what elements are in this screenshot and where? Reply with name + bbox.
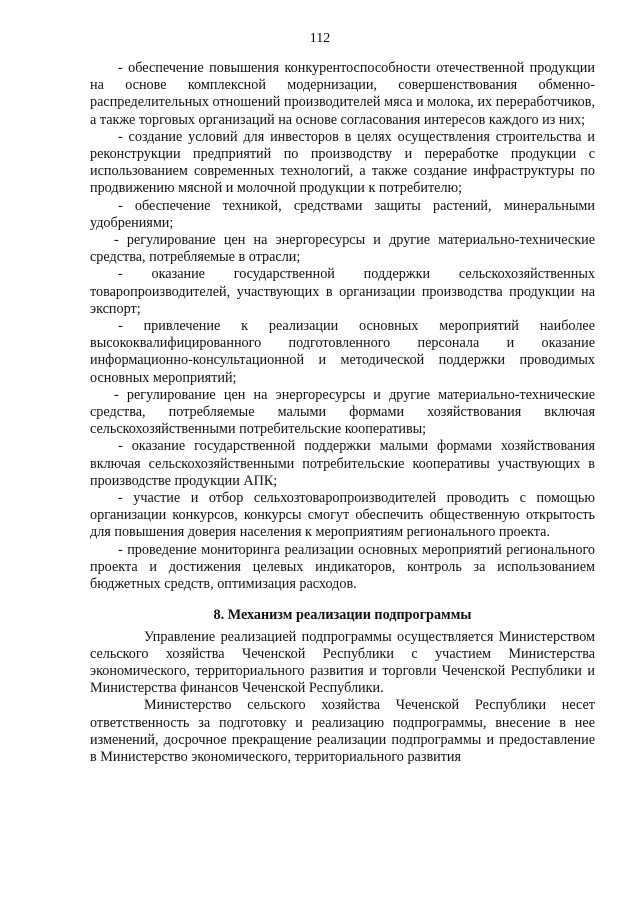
list-item: - оказание государственной поддержки сельскохозяйственных товаропроизводителей, участвующих в организации производства продукции на экспорт;: [90, 266, 595, 317]
list-item: - регулирование цен на энергоресурсы и другие материально-технические средства, потребляемые малыми формами хозяйствования включая сельскохозяйственными потребительские кооперативы;: [90, 386, 595, 438]
list-item: - обеспечение техникой, средствами защиты растений, минеральными удобрениями;: [90, 197, 595, 231]
page-number: 112: [309, 31, 331, 46]
page-content: [90, 60, 595, 766]
section-heading: 8. Механизм реализации подпрограммы: [213, 607, 472, 624]
list-item: - создание условий для инвесторов в целях осуществления строительства и реконструкции предприятий по производству и переработке продукции с использованием современных технологий, а также создание инфраструктуры по продвижению мясной и молочной продукции к потребителю;: [90, 128, 595, 197]
section-paragraph: Управление реализацией подпрограммы осуществляется Министерством сельского хозяйства Чеченской Республики с участием Министерства экономического, территориального развития и торговли Чеченской Республики и Министерства финансов Чеченской Республики.: [90, 628, 595, 697]
list-item: - регулирование цен на энергоресурсы и другие материально-технические средства, потребляемые в отрасли;: [90, 232, 595, 266]
list-item: - оказание государственной поддержки малыми формами хозяйствования включая сельскохозяйственными потребительские кооперативы участвующих в производстве продукции АПК;: [90, 438, 595, 489]
list-item: - проведение мониторинга реализации основных мероприятий регионального проекта и достижения целевых индикаторов, контроль за использованием бюджетных средств, оптимизация расходов.: [90, 541, 595, 593]
list-item: - обеспечение повышения конкурентоспособности отечественной продукции на основе комплексной модернизации, совершенствования обменно-распределительных отношений производителей мяса и молока, их переработчиков, а также торговых организаций на основе согласования интересов каждого из них;: [90, 60, 595, 128]
list-item: - привлечение к реализации основных мероприятий наиболее высококвалифицированного подготовленного персонала и оказание информационно-консультационной и методической поддержки проводимых основных мероприятий;: [90, 318, 595, 386]
section-paragraph: Министерство сельского хозяйства Чеченской Республики несет ответственность за подготовку и реализацию подпрограммы, внесение в нее изменений, досрочное прекращение реализации подпрограммы и предоставление в Министерство экономического, территориального развития: [90, 697, 595, 765]
list-item: - участие и отбор сельхозтоваропроизводителей проводить с помощью организации конкурсов, конкурсы смогут обеспечить общественную открытость для повышения доверия населения к мероприятиям регионального проекта.: [90, 490, 595, 541]
